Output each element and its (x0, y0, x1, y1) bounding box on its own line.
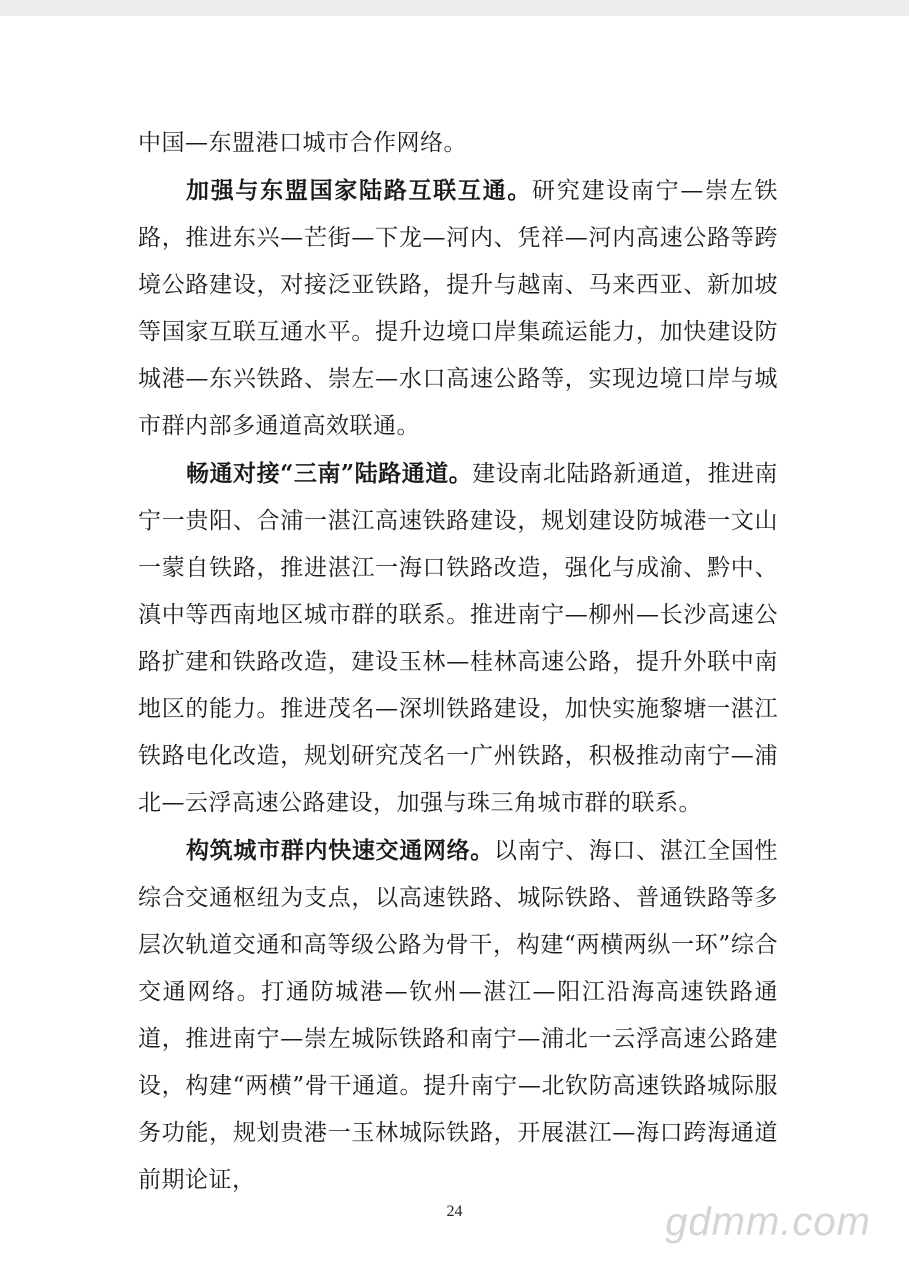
paragraph-text: 研究建设南宁—崇左铁路，推进东兴—芒街—下龙—河内、凭祥—河内高速公路等跨境公路建设，对接泛亚铁路，提升与越南、马来西亚、新加坡等国家互联互通水平。提升边境口岸集疏运能力，加快建设防城港—东兴铁路、崇左—水口高速公路等，实现边境口岸与城市群内部多通道高效联通。 (138, 178, 779, 439)
top-bar (0, 0, 909, 16)
watermark-logo: gdmm.com (665, 1200, 871, 1244)
paragraph-continuation (138, 120, 778, 167)
paragraph-heading: 构筑城市群内快速交通网络。 (186, 837, 494, 864)
paragraph-rapid-transit-network (138, 827, 778, 1204)
paragraph-heading: 畅通对接“三南”陆路通道。 (186, 460, 473, 487)
paragraph-land-connectivity (138, 167, 778, 450)
paragraph-text: 建设南北陆路新通道，推进南宁一贵阳、合浦一湛江高速铁路建设，规划建设防城港一文山一蒙自铁路，推进湛江一海口铁路改造，强化与成渝、黔中、滇中等西南地区城市群的联系。推进南宁—柳州—长沙高速公路扩建和铁路改造，建设玉林—桂林高速公路，提升外联中南地区的能力。推进茂名—深圳铁路建设，加快实施黎塘一湛江铁路电化改造，规划研究茂名一广州铁路，积极推动南宁—浦北—云浮高速公路建设，加强与珠三角城市群的联系。 (138, 461, 779, 816)
document-page (138, 120, 778, 1204)
page-number: 24 (446, 1203, 463, 1220)
paragraph-text: 中国—东盟港口城市合作网络。 (138, 130, 467, 156)
paragraph-text: 以南宁、海口、湛江全国性综合交通枢纽为支点，以高速铁路、城际铁路、普通铁路等多层次轨道交通和高等级公路为骨干，构建“两横两纵一环”综合交通网络。打通防城港—钦州—湛江—阳江沿海高速铁路通道，推进南宁—崇左城际铁路和南宁—浦北一云浮高速公路建设，构建“两横”骨干通道。提升南宁—北钦防高速铁路城际服务功能，规划贵港一玉林城际铁路，开展湛江—海口跨海通道前期论证， (138, 838, 778, 1193)
paragraph-three-south-corridor (138, 450, 778, 827)
paragraph-heading: 加强与东盟国家陆路互联互通。 (186, 177, 533, 204)
